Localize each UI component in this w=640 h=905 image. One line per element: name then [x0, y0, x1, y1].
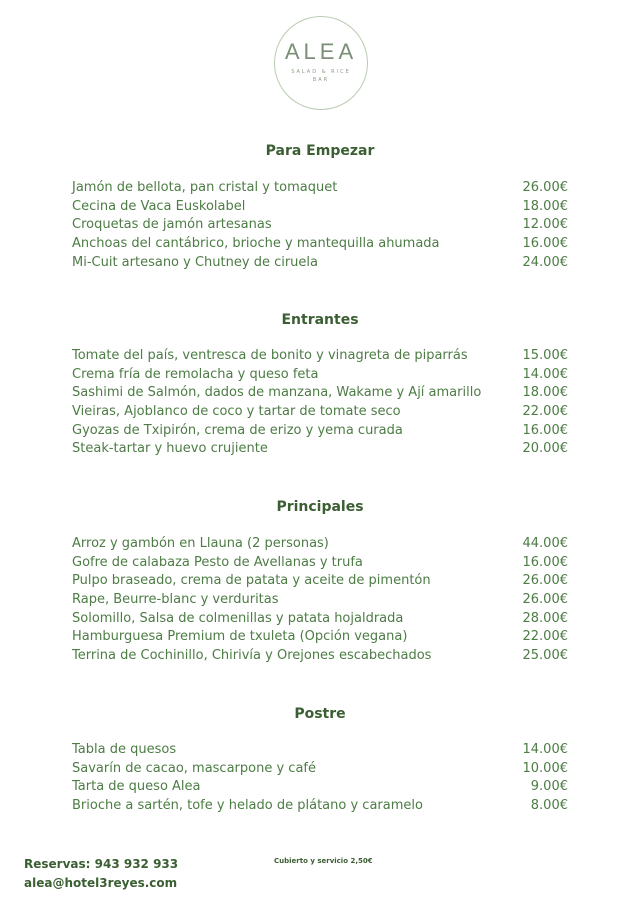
item-name: Mi-Cuit artesano y Chutney de ciruela	[72, 254, 318, 270]
item-price: 44.00€	[522, 536, 568, 551]
menu-item	[72, 647, 568, 666]
menu-item	[72, 610, 568, 629]
item-name: Anchoas del cantábrico, brioche y mantequilla ahumada	[72, 236, 440, 252]
item-name: Tarta de queso Alea	[72, 779, 201, 795]
logo-subtitle: SALAD & RICE	[291, 69, 351, 75]
item-price: 18.00€	[522, 385, 568, 401]
item-price: 12.00€	[522, 217, 568, 233]
menu-item	[72, 760, 568, 779]
menu-list-postre	[72, 741, 568, 816]
section-title-para-empezar: Para Empezar	[265, 143, 375, 159]
item-price: 16.00€	[522, 236, 568, 252]
item-price: 15.00€	[522, 348, 568, 363]
item-name: Vieiras, Ajoblanco de coco y tartar de tomate seco	[72, 404, 401, 420]
item-price: 26.00€	[522, 573, 568, 589]
menu-item	[72, 254, 568, 273]
item-name: Rape, Beurre-blanc y verduritas	[72, 592, 279, 608]
item-name: Tabla de quesos	[72, 742, 177, 757]
item-price: 20.00€	[522, 441, 568, 457]
menu-item	[72, 778, 568, 797]
item-name: Jamón de bellota, pan cristal y tomaquet	[72, 180, 338, 195]
item-name: Tomate del país, ventresca de bonito y vinagreta de piparrás	[72, 348, 468, 363]
reservations-phone: Reservas: 943 932 933	[24, 857, 179, 871]
item-name: Sashimi de Salmón, dados de manzana, Wakame y Ají amarillo	[72, 385, 482, 401]
item-price: 8.00€	[530, 798, 568, 814]
logo-tag: BAR	[312, 77, 330, 83]
item-price: 22.00€	[522, 629, 568, 645]
item-name: Crema fría de remolacha y queso feta	[72, 366, 319, 382]
menu-item	[72, 403, 568, 422]
item-price: 14.00€	[522, 742, 568, 757]
service-charge-note: Cubierto y servicio 2,50€	[274, 857, 373, 865]
item-price: 28.00€	[522, 610, 568, 626]
item-name: Croquetas de jamón artesanas	[72, 217, 272, 233]
item-name: Cecina de Vaca Euskolabel	[72, 198, 246, 214]
section-title-principales: Principales	[276, 499, 364, 515]
item-name: Hamburguesa Premium de txuleta (Opción vegana)	[72, 629, 408, 645]
item-price: 16.00€	[522, 422, 568, 438]
menu-list-entrantes	[72, 347, 568, 459]
menu-item	[72, 572, 568, 591]
menu-item	[72, 797, 568, 816]
item-price: 26.00€	[522, 592, 568, 608]
menu-item	[72, 422, 568, 441]
menu-item	[72, 179, 568, 198]
menu-item	[72, 235, 568, 254]
section-title-postre: Postre	[294, 706, 346, 722]
menu-item	[72, 628, 568, 647]
item-price: 10.00€	[522, 760, 568, 776]
menu-item	[72, 440, 568, 459]
item-name: Pulpo braseado, crema de patata y aceite de pimentón	[72, 573, 431, 589]
item-price: 18.00€	[522, 198, 568, 214]
item-price: 25.00€	[522, 648, 568, 664]
menu-item	[72, 366, 568, 385]
item-price: 16.00€	[522, 554, 568, 570]
menu-list-para-empezar	[72, 179, 568, 272]
item-name: Gofre de calabaza Pesto de Avellanas y trufa	[72, 554, 363, 570]
alea-logo	[274, 16, 368, 110]
item-name: Terrina de Cochinillo, Chirivía y Orejones escabechados	[72, 648, 432, 664]
menu-list-principales	[72, 535, 568, 666]
item-name: Gyozas de Txipirón, crema de erizo y yema curada	[72, 422, 403, 438]
item-name: Solomillo, Salsa de colmenillas y patata hojaldrada	[72, 610, 404, 626]
menu-item	[72, 216, 568, 235]
item-price: 26.00€	[522, 180, 568, 195]
item-name: Arroz y gambón en Llauna (2 personas)	[72, 536, 329, 551]
item-name: Steak-tartar y huevo crujiente	[72, 441, 268, 457]
menu-item	[72, 535, 568, 554]
item-name: Brioche a sartén, tofe y helado de plátano y caramelo	[72, 798, 423, 814]
contact-email: alea@hotel3reyes.com	[24, 876, 178, 890]
contact-info	[24, 855, 178, 893]
section-title-entrantes: Entrantes	[281, 312, 359, 328]
menu-item	[72, 198, 568, 217]
item-price: 14.00€	[522, 366, 568, 382]
item-price: 24.00€	[522, 254, 568, 270]
menu-item	[72, 384, 568, 403]
item-name: Savarín de cacao, mascarpone y café	[72, 760, 316, 776]
item-price: 22.00€	[522, 404, 568, 420]
logo-name: ALEA	[284, 39, 358, 64]
menu-item	[72, 591, 568, 610]
menu-item	[72, 554, 568, 573]
menu-item	[72, 347, 568, 366]
menu-item	[72, 741, 568, 760]
item-price: 9.00€	[530, 779, 568, 795]
